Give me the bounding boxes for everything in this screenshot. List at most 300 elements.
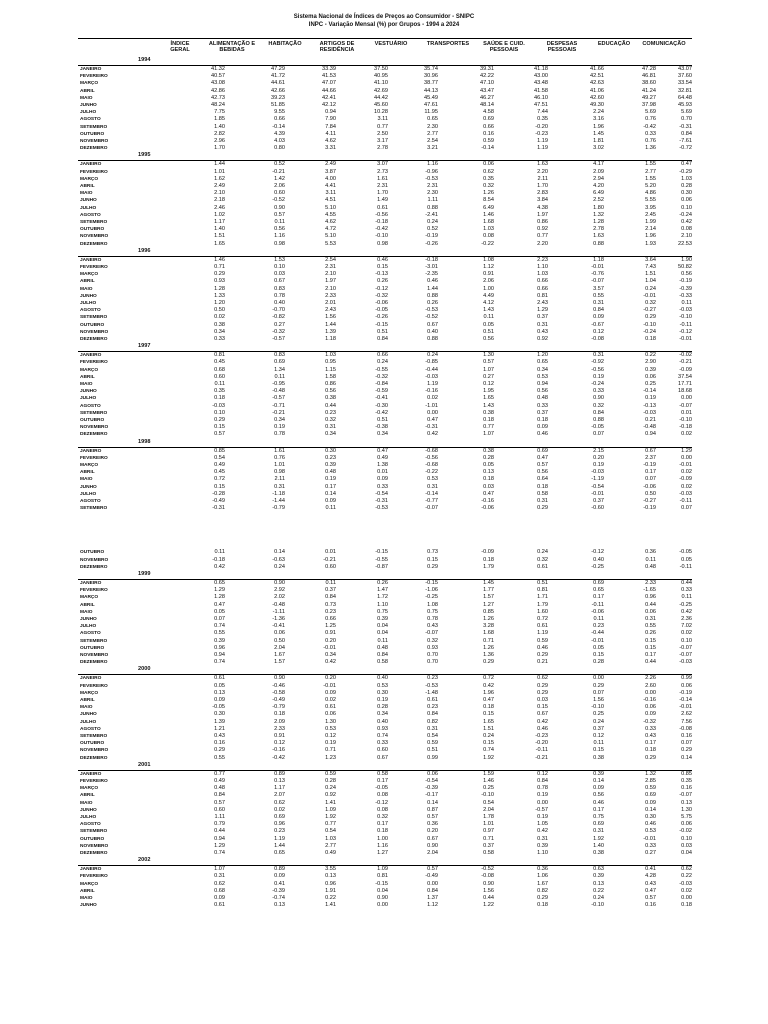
table-cell: 0.32 <box>537 556 548 563</box>
table-cell: 0.43 <box>537 328 548 335</box>
table-cell: 1.71 <box>537 594 548 601</box>
month-label: JULHO <box>80 110 97 116</box>
table-cell: 0.29 <box>537 652 548 658</box>
table-cell: 0.22 <box>681 873 692 880</box>
table-cell: 1.59 <box>483 770 494 777</box>
table-cell: 44.61 <box>271 80 285 87</box>
table-cell: 7.02 <box>681 623 692 630</box>
header-habitacao: HABITAÇÃO <box>268 41 302 47</box>
table-cell: 0.25 <box>593 711 604 718</box>
table-cell: 1.01 <box>483 821 494 828</box>
table-cell: -0.10 <box>591 902 604 909</box>
table-cell: 45.93 <box>678 102 692 108</box>
month-label: JUNHO <box>80 389 97 395</box>
table-cell: 0.18 <box>645 336 656 342</box>
table-cell: 0.51 <box>377 417 388 423</box>
month-label: NOVEMBRO <box>80 234 109 240</box>
table-cell: 0.23 <box>325 409 336 416</box>
table-cell: 0.76 <box>645 116 656 123</box>
table-cell: -0.27 <box>643 307 656 314</box>
table-cell: 0.12 <box>593 328 604 335</box>
table-cell: -0.03 <box>679 490 692 497</box>
table-cell: 4.20 <box>593 183 604 189</box>
table-cell: 0.14 <box>645 806 656 813</box>
table-row <box>78 771 692 778</box>
table-cell: -0.31 <box>425 424 438 431</box>
month-label: AGOSTO <box>80 212 101 218</box>
table-row <box>78 169 692 176</box>
table-cell: 0.07 <box>681 505 692 512</box>
table-row <box>78 205 692 212</box>
table-cell: 0.33 <box>645 725 656 732</box>
table-cell: -0.16 <box>481 498 494 504</box>
table-cell: -0.23 <box>535 733 548 739</box>
table-cell: 0.23 <box>274 828 285 835</box>
table-cell: 1.32 <box>593 211 604 218</box>
table-row <box>78 785 692 792</box>
table-cell: 1.51 <box>483 725 494 732</box>
table-row <box>78 241 692 248</box>
month-label: DEZEMBRO <box>80 241 108 247</box>
table-cell: 1.11 <box>214 814 225 820</box>
table-cell: 0.46 <box>537 725 548 732</box>
table-cell: 1.12 <box>427 902 438 909</box>
table-cell: -0.09 <box>679 476 692 483</box>
month-label: NOVEMBRO <box>80 139 109 144</box>
table-cell: 0.17 <box>645 652 656 658</box>
table-cell: 1.16 <box>274 233 285 240</box>
table-cell: 0.29 <box>593 682 604 689</box>
table-cell: 0.40 <box>377 718 388 725</box>
month-label: AGOSTO <box>80 822 101 828</box>
table-cell: 1.33 <box>214 292 225 299</box>
table-cell: 2.77 <box>645 168 656 175</box>
table-cell: 39.31 <box>480 66 494 72</box>
table-cell: 1.97 <box>325 278 336 285</box>
table-cell: 0.31 <box>645 616 656 622</box>
month-label: MAIO <box>80 705 93 711</box>
table-cell: -0.48 <box>272 601 285 608</box>
table-cell: 0.13 <box>593 880 604 887</box>
table-cell: 0.33 <box>377 740 388 747</box>
table-cell: 0.14 <box>427 799 438 806</box>
table-cell: 7.43 <box>645 264 656 270</box>
month-label: ABRIL <box>80 698 95 703</box>
table-cell: 0.19 <box>274 424 285 431</box>
table-row <box>78 190 692 197</box>
table-cell: 1.60 <box>537 608 548 615</box>
table-cell: 0.20 <box>325 637 336 644</box>
table-cell: 0.44 <box>645 659 656 666</box>
table-cell: 1.91 <box>325 887 336 894</box>
table-cell: -0.24 <box>591 381 604 387</box>
month-label: JANEIRO <box>80 162 102 168</box>
table-cell: 2.83 <box>537 190 548 197</box>
table-cell: -0.11 <box>591 601 604 608</box>
table-row <box>78 881 692 888</box>
table-cell: 0.39 <box>214 637 225 644</box>
table-cell: 1.00 <box>483 285 494 292</box>
table-cell: 0.96 <box>325 880 336 887</box>
table-cell: 2.31 <box>427 183 438 189</box>
table-cell: 0.42 <box>537 718 548 725</box>
table-cell: 0.76 <box>645 138 656 144</box>
table-cell: -0.92 <box>591 359 604 366</box>
table-cell: 0.04 <box>681 850 692 856</box>
table-cell: 0.31 <box>537 321 548 328</box>
table-cell: -0.85 <box>425 359 438 366</box>
table-cell: 0.66 <box>377 352 388 359</box>
table-cell: -0.42 <box>375 409 388 416</box>
header-transportes: TRANSPORTES <box>426 41 470 47</box>
table-cell: 0.12 <box>274 740 285 747</box>
table-cell: 4.58 <box>483 109 494 116</box>
month-label: NOVEMBRO <box>80 329 109 335</box>
table-cell: 4.55 <box>325 211 336 218</box>
table-cell: 11.95 <box>424 109 438 116</box>
table-cell: 40.95 <box>374 73 388 80</box>
table-row <box>78 314 692 321</box>
table-cell: -0.58 <box>272 689 285 696</box>
table-cell: 0.40 <box>377 675 388 682</box>
table-cell: 0.28 <box>483 454 494 461</box>
table-cell: 1.96 <box>593 123 604 130</box>
table-cell: 1.44 <box>427 285 438 292</box>
table-cell: 0.75 <box>427 608 438 615</box>
year-heading <box>78 763 692 771</box>
table-cell: -0.32 <box>643 718 656 725</box>
table-cell: 1.19 <box>274 835 285 842</box>
month-label: DEZEMBRO <box>80 432 108 438</box>
table-cell: 37.54 <box>678 373 692 380</box>
table-cell: 0.48 <box>377 644 388 651</box>
table-cell: 1.30 <box>681 806 692 813</box>
month-label: OUTUBRO <box>80 227 105 233</box>
table-cell: 0.45 <box>214 469 225 476</box>
table-cell: 3.64 <box>645 256 656 263</box>
table-cell: 0.22 <box>645 352 656 359</box>
table-cell: 0.94 <box>214 652 225 658</box>
table-cell: 0.91 <box>483 271 494 278</box>
table-cell: 0.09 <box>537 424 548 431</box>
table-cell: -0.67 <box>591 321 604 328</box>
table-cell: 0.60 <box>214 373 225 380</box>
table-cell: -0.19 <box>679 278 692 285</box>
table-cell: 0.02 <box>681 630 692 637</box>
table-cell: 0.16 <box>681 785 692 792</box>
table-cell: 4.49 <box>483 292 494 299</box>
table-row <box>78 388 692 395</box>
table-cell: 0.11 <box>645 556 656 563</box>
table-cell: 0.74 <box>214 659 225 666</box>
table-cell: 0.28 <box>593 659 604 666</box>
table-cell: 1.27 <box>483 601 494 608</box>
table-cell: 0.12 <box>537 770 548 777</box>
table-cell: 2.04 <box>427 850 438 856</box>
table-cell: -0.55 <box>375 556 388 563</box>
table-cell: 0.00 <box>681 895 692 901</box>
table-cell: 2.94 <box>593 175 604 182</box>
table-cell: -0.16 <box>425 388 438 395</box>
table-cell: 0.67 <box>537 711 548 718</box>
month-label: ABRIL <box>80 602 95 608</box>
table-row <box>78 873 692 880</box>
table-cell: 1.07 <box>214 866 225 873</box>
table-cell: 0.01 <box>325 549 336 556</box>
table-cell: 0.34 <box>537 366 548 373</box>
table-cell: -0.21 <box>535 754 548 761</box>
month-label: SETEMBRO <box>80 829 108 835</box>
table-cell: 2.92 <box>274 587 285 594</box>
table-cell: 33.39 <box>322 66 336 72</box>
table-cell: 0.42 <box>483 682 494 689</box>
table-cell: 0.57 <box>274 211 285 218</box>
table-cell: 0.84 <box>593 409 604 416</box>
table-cell: 0.56 <box>274 226 285 233</box>
table-cell: -0.21 <box>272 168 285 175</box>
table-cell: 2.62 <box>681 711 692 718</box>
table-cell: 1.23 <box>325 754 336 761</box>
table-cell: 0.29 <box>537 505 548 512</box>
header-educacao: EDUCAÇÃO <box>597 41 631 47</box>
table-cell: 1.10 <box>377 601 388 608</box>
table-cell: -0.05 <box>375 785 388 792</box>
table-cell: 47.07 <box>322 80 336 87</box>
table-cell: 0.56 <box>681 271 692 278</box>
table-cell: 0.00 <box>377 902 388 909</box>
table-cell: 1.03 <box>537 271 548 278</box>
table-cell: 0.35 <box>537 116 548 123</box>
table-cell: 3.28 <box>483 623 494 630</box>
table-cell: 3.57 <box>593 285 604 292</box>
table-cell: 1.26 <box>483 190 494 197</box>
table-row <box>78 109 692 116</box>
table-cell: -0.10 <box>591 704 604 711</box>
table-cell: 7.44 <box>537 109 548 116</box>
table-cell: 46.10 <box>534 94 548 101</box>
table-cell: 41.18 <box>534 66 548 72</box>
table-cell: -0.11 <box>679 321 692 328</box>
table-cell: 7.90 <box>325 116 336 123</box>
table-cell: 1.55 <box>645 161 656 168</box>
table-cell: 6.49 <box>483 204 494 211</box>
table-cell: 0.89 <box>274 866 285 873</box>
table-cell: 1.96 <box>483 689 494 696</box>
table-cell: 38.60 <box>642 80 656 87</box>
table-cell: 0.24 <box>427 352 438 359</box>
table-cell: 0.08 <box>377 792 388 799</box>
table-cell: 0.18 <box>681 902 692 909</box>
table-cell: 1.42 <box>274 175 285 182</box>
table-cell: 0.81 <box>537 292 548 299</box>
table-cell: 1.51 <box>645 271 656 278</box>
table-cell: 0.15 <box>645 637 656 644</box>
year-label: 1997 <box>138 343 151 350</box>
table-cell: 0.33 <box>681 587 692 594</box>
table-cell: 0.60 <box>325 563 336 570</box>
table-cell: 0.18 <box>274 711 285 718</box>
table-cell: 0.14 <box>593 778 604 784</box>
table-cell: 0.51 <box>537 580 548 586</box>
table-cell: -0.01 <box>679 704 692 711</box>
table-cell: -0.02 <box>679 352 692 359</box>
table-cell: 0.15 <box>593 652 604 658</box>
table-row <box>78 176 692 183</box>
table-cell: -0.16 <box>272 747 285 754</box>
table-cell: 1.79 <box>483 563 494 570</box>
table-cell: 1.02 <box>214 211 225 218</box>
table-cell: 0.54 <box>427 733 438 739</box>
table-cell: 0.43 <box>214 733 225 739</box>
table-cell: 1.65 <box>214 240 225 247</box>
table-cell: 2.49 <box>325 161 336 168</box>
table-cell: 0.17 <box>377 778 388 784</box>
table-cell: 0.31 <box>593 300 604 306</box>
table-cell: 0.37 <box>593 498 604 504</box>
table-cell: 1.46 <box>483 211 494 218</box>
table-cell: -0.71 <box>272 402 285 409</box>
table-cell: -0.08 <box>591 336 604 342</box>
table-row <box>78 219 692 226</box>
table-cell: -0.05 <box>212 704 225 711</box>
table-cell: 2.43 <box>325 307 336 314</box>
table-cell: 1.61 <box>274 447 285 454</box>
table-cell: 33.54 <box>678 80 692 87</box>
table-cell: 0.23 <box>427 675 438 682</box>
month-label: OUTUBRO <box>80 131 105 137</box>
table-cell: 0.64 <box>537 476 548 483</box>
table-cell: 1.79 <box>537 601 548 608</box>
month-label: SETEMBRO <box>80 638 108 644</box>
table-cell: 0.26 <box>377 278 388 285</box>
table-cell: 1.30 <box>325 718 336 725</box>
table-cell: 0.90 <box>483 880 494 887</box>
table-cell: 0.30 <box>325 447 336 454</box>
table-row <box>78 381 692 388</box>
table-cell: 0.06 <box>274 630 285 637</box>
table-cell: 0.72 <box>214 476 225 483</box>
header-indice-geral: ÍNDICE GERAL <box>170 41 190 54</box>
month-label: JANEIRO <box>80 257 102 263</box>
table-cell: -0.95 <box>272 381 285 387</box>
table-row <box>78 659 692 666</box>
table-cell: 47.51 <box>534 102 548 108</box>
table-cell: 8.54 <box>483 197 494 204</box>
table-cell: 2.04 <box>483 806 494 813</box>
table-cell: 1.21 <box>214 725 225 732</box>
table-cell: 0.02 <box>214 314 225 321</box>
table-cell: -1.18 <box>272 490 285 497</box>
table-cell: 42.51 <box>590 73 604 80</box>
month-label: AGOSTO <box>80 631 101 637</box>
table-row <box>78 638 692 645</box>
year-heading <box>78 572 692 580</box>
table-cell: -0.12 <box>679 328 692 335</box>
table-cell: 0.90 <box>274 675 285 682</box>
table-row <box>78 683 692 690</box>
table-row <box>78 564 692 571</box>
table-cell: 0.16 <box>645 902 656 909</box>
document-subtitle: INPC - Variação Mensal (%) por Grupos - 1994 a 2024 <box>308 22 460 28</box>
table-cell: -0.01 <box>323 644 336 651</box>
table-cell: 0.19 <box>325 740 336 747</box>
month-label: AGOSTO <box>80 726 101 732</box>
table-cell: 0.58 <box>537 490 548 497</box>
table-cell: 4.03 <box>274 138 285 144</box>
table-cell: -0.57 <box>535 806 548 813</box>
table-cell: 0.71 <box>483 835 494 842</box>
table-cell: 0.39 <box>593 873 604 880</box>
table-cell: 0.15 <box>645 644 656 651</box>
table-cell: 0.96 <box>645 594 656 601</box>
table-cell: 0.11 <box>377 637 388 644</box>
month-label: DEZEMBRO <box>80 755 108 761</box>
table-cell: 3.31 <box>325 145 336 152</box>
table-cell: 5.10 <box>325 204 336 211</box>
month-label: MAIO <box>80 896 93 901</box>
table-cell: 0.83 <box>274 285 285 292</box>
table-cell: 47.28 <box>642 66 656 72</box>
table-cell: 0.13 <box>483 469 494 476</box>
table-cell: 0.28 <box>681 183 692 189</box>
month-label: ABRIL <box>80 88 95 94</box>
table-cell: 0.09 <box>214 697 225 703</box>
table-cell: 0.15 <box>214 483 225 490</box>
table-cell: 0.02 <box>427 395 438 402</box>
table-cell: 42.73 <box>211 94 225 101</box>
table-cell: 0.67 <box>427 321 438 328</box>
table-cell: 0.88 <box>593 417 604 423</box>
table-cell: 0.56 <box>483 336 494 342</box>
table-cell: 0.37 <box>537 314 548 321</box>
table-cell: 0.26 <box>377 580 388 586</box>
table-cell: -0.42 <box>643 123 656 130</box>
table-cell: -0.33 <box>679 292 692 299</box>
year-heading <box>78 249 692 257</box>
table-cell: 1.12 <box>483 264 494 270</box>
table-cell: -0.21 <box>323 556 336 563</box>
month-label: JUNHO <box>80 103 97 108</box>
table-cell: 0.61 <box>427 697 438 703</box>
table-row <box>78 580 692 587</box>
table-cell: -0.01 <box>679 462 692 468</box>
table-row <box>78 359 692 366</box>
table-cell: 0.42 <box>681 608 692 615</box>
table-cell: 0.92 <box>537 226 548 233</box>
table-cell: -0.79 <box>272 505 285 512</box>
table-cell: 0.48 <box>537 395 548 402</box>
table-cell: 0.38 <box>593 754 604 761</box>
table-cell: 0.21 <box>645 417 656 423</box>
month-label: MARÇO <box>80 463 99 468</box>
table-cell: -0.26 <box>375 314 388 321</box>
table-cell: 0.58 <box>377 659 388 666</box>
month-label: JANEIRO <box>80 867 102 873</box>
table-cell: 0.05 <box>214 682 225 689</box>
table-cell: -7.61 <box>679 138 692 144</box>
table-cell: 0.42 <box>681 219 692 225</box>
table-cell: 1.26 <box>483 644 494 651</box>
table-cell: 1.01 <box>274 462 285 468</box>
table-cell: 2.31 <box>377 183 388 189</box>
table-cell: 0.18 <box>377 828 388 835</box>
table-cell: 2.50 <box>377 130 388 137</box>
table-cell: 0.35 <box>214 388 225 395</box>
table-cell: 0.34 <box>274 417 285 423</box>
table-cell: -0.12 <box>375 285 388 292</box>
table-cell: 0.58 <box>377 770 388 777</box>
table-cell: 1.07 <box>483 366 494 373</box>
